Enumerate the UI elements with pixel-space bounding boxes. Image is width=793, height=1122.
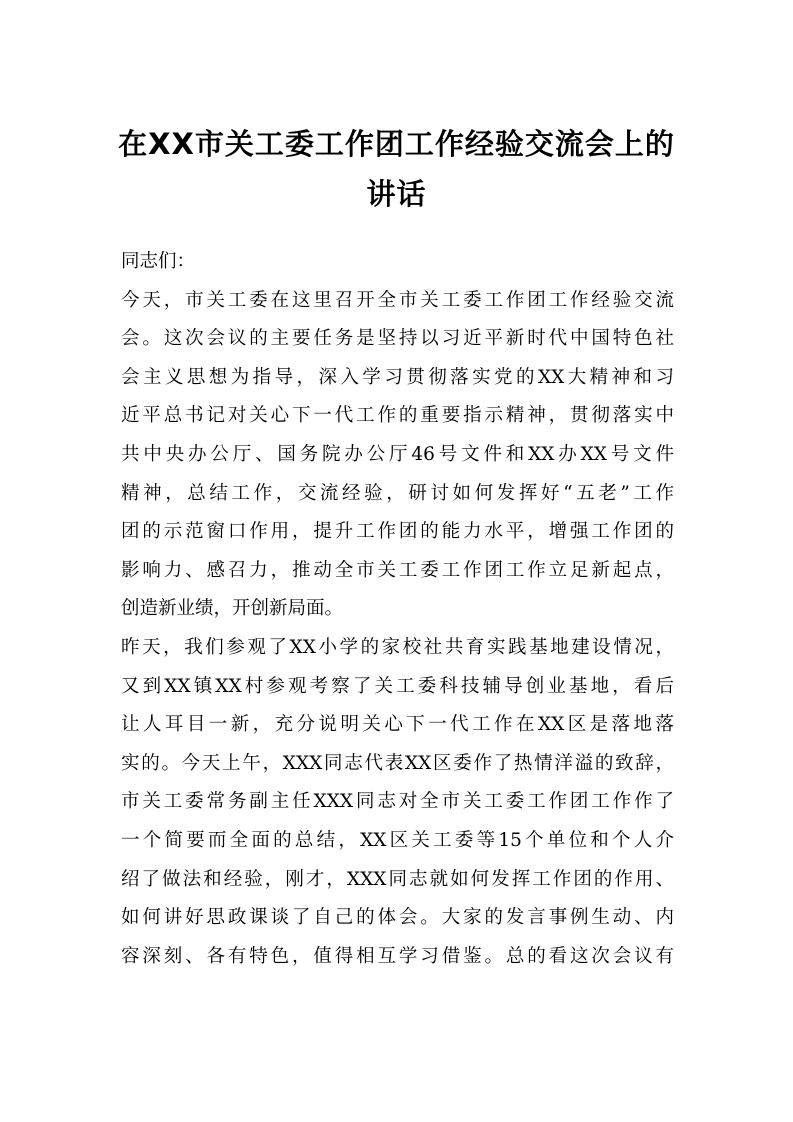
paragraph-2-line: 实的。今天上午，XXX同志代表XX区委作了热情洋溢的致辞， bbox=[121, 752, 674, 774]
paragraph-2-line: 容深刻、各有特色，值得相互学习借鉴。总的看这次会议有 bbox=[121, 945, 674, 967]
paragraph-2-line: 昨天，我们参观了XX小学的家校社共育实践基地建设情况， bbox=[121, 636, 674, 658]
paragraph-2-line: 绍了做法和经验，刚才，XXX同志就如何发挥工作团的作用、 bbox=[121, 868, 674, 890]
document-title bbox=[100, 119, 693, 219]
document-body bbox=[121, 243, 674, 976]
paragraph-1-line: 创造新业绩，开创新局面。 bbox=[121, 598, 344, 620]
paragraph-1-line: 今天，市关工委在这里召开全市关工委工作团工作经验交流 bbox=[121, 289, 674, 311]
paragraph-1-line: 会主义思想为指导，深入学习贯彻落实党的XX大精神和习 bbox=[121, 366, 674, 388]
paragraph-2-line: 让人耳目一新，充分说明关心下一代工作在XX区是落地落 bbox=[121, 714, 674, 736]
paragraph-1-line: 精神，总结工作，交流经验，研讨如何发挥好“五老”工作 bbox=[121, 482, 674, 504]
salutation: 同志们： bbox=[121, 251, 196, 272]
paragraph-1-line: 共中央办公厅、国务院办公厅46号文件和XX办XX号文件 bbox=[121, 443, 674, 465]
paragraph-1-line: 会。这次会议的主要任务是坚持以习近平新时代中国特色社 bbox=[121, 328, 674, 350]
title-line-1: 在XX市关工委工作团工作经验交流会上的 bbox=[118, 127, 675, 161]
paragraph-1-line: 近平总书记对关心下一代工作的重要指示精神，贯彻落实中 bbox=[121, 405, 674, 427]
paragraph-2-line: 市关工委常务副主任XXX同志对全市关工委工作团工作作了 bbox=[121, 791, 674, 813]
paragraph-2-line: 又到XX镇XX村参观考察了关工委科技辅导创业基地，看后 bbox=[121, 675, 674, 697]
paragraph-1-line: 团的示范窗口作用，提升工作团的能力水平，增强工作团的 bbox=[121, 521, 674, 543]
paragraph-1-line: 影响力、感召力，推动全市关工委工作团工作立足新起点， bbox=[121, 559, 674, 581]
paragraph-2-line: 如何讲好思政课谈了自己的体会。大家的发言事例生动、内 bbox=[121, 907, 674, 929]
paragraph-2-line: 一个简要而全面的总结，XX区关工委等15个单位和个人介 bbox=[121, 829, 674, 851]
title-line-2: 讲话 bbox=[366, 177, 427, 211]
